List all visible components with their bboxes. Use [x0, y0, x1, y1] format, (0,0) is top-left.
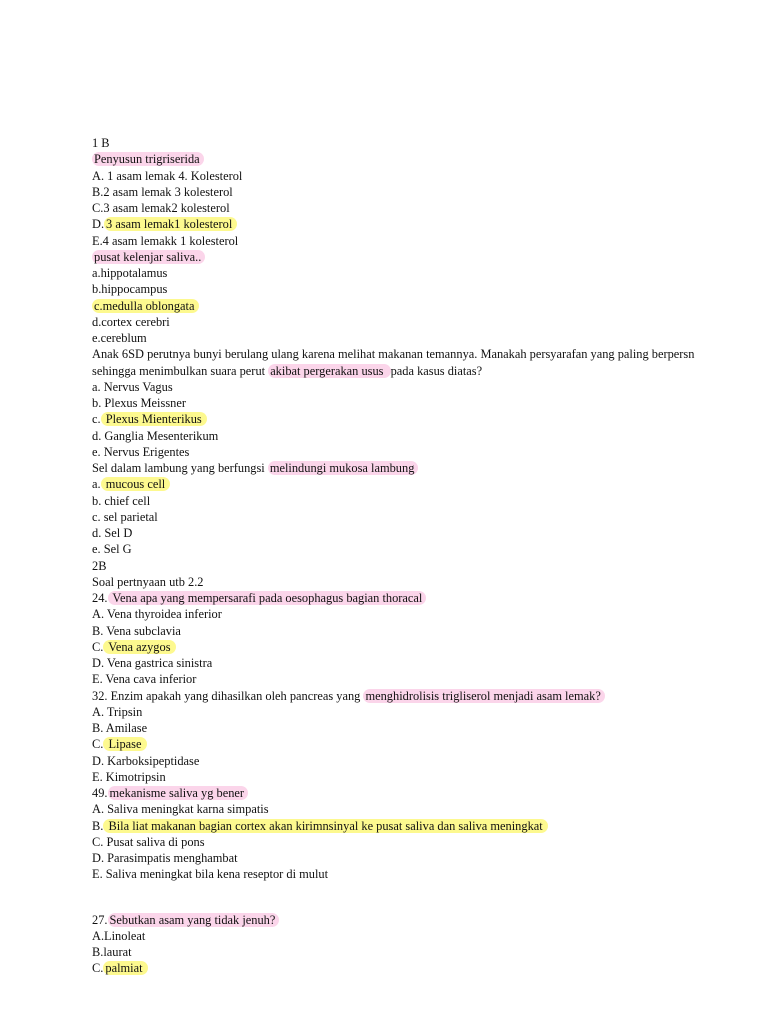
line-text: C. Pusat saliva di pons [92, 834, 205, 849]
text-line [92, 785, 732, 801]
text-line [92, 736, 732, 752]
highlighted-answer: mucous cell [101, 477, 171, 491]
blank-gap [92, 883, 732, 912]
highlighted-answer: c.medulla oblongata [92, 299, 199, 313]
line-prefix: Anak 6SD perutnya bunyi berulang ulang karena melihat makanan temannya. Manakah persyarafan yang paling berpersn sehingga menimbulkan suara perut [92, 347, 695, 378]
text-line [92, 574, 732, 590]
text-line [92, 944, 732, 960]
line-prefix: C. [92, 737, 104, 752]
highlighted-answer: palmiat [103, 961, 147, 975]
line-text: b. chief cell [92, 493, 151, 508]
text-line [92, 476, 732, 492]
text-line [92, 411, 732, 427]
line-prefix: c. [92, 412, 101, 427]
line-prefix: B. [92, 818, 104, 833]
text-line [92, 509, 732, 525]
text-line [92, 314, 732, 330]
line-text: e. Sel G [92, 542, 132, 557]
line-text: E. Saliva meningkat bila kena reseptor di mulut [92, 867, 329, 882]
text-line [92, 135, 732, 151]
line-suffix: pada kasus diatas? [390, 363, 483, 378]
line-prefix: D. [92, 217, 105, 232]
highlighted-question: melindungi mukosa lambung [268, 461, 419, 475]
line-text: d. Ganglia Mesenterikum [92, 428, 219, 443]
line-prefix: a. [92, 477, 101, 492]
line-text: A. Saliva meningkat karna simpatis [92, 802, 269, 817]
text-line [92, 655, 732, 671]
text-line [92, 866, 732, 882]
text-line [92, 818, 732, 834]
text-line [92, 606, 732, 622]
text-line [92, 639, 732, 655]
highlighted-question: akibat pergerakan usus [268, 364, 390, 378]
text-line [92, 151, 732, 167]
line-text: D. Parasimpatis menghambat [92, 851, 238, 865]
line-prefix: Sel dalam lambung yang berfungsi [92, 461, 268, 475]
highlighted-question: Penyusun trigriserida [92, 152, 204, 166]
line-text: e.cereblum [92, 331, 147, 345]
line-text: 1 B [92, 136, 110, 150]
line-text: A. 1 asam lemak 4. Kolesterol [92, 168, 243, 183]
line-text: D. Karboksipeptidase [92, 753, 200, 768]
line-text: E. Vena cava inferior [92, 672, 197, 687]
text-line [92, 558, 732, 574]
text-line [92, 233, 732, 249]
text-line [92, 720, 732, 736]
text-line [92, 688, 732, 704]
line-prefix: C. [92, 639, 104, 654]
highlighted-question: Sebutkan asam yang tidak jenuh? [108, 913, 280, 927]
line-prefix: 32. Enzim apakah yang dihasilkan oleh pancreas yang [92, 688, 364, 703]
text-line [92, 623, 732, 639]
line-text: B.laurat [92, 945, 132, 959]
line-text: A.Linoleat [92, 928, 146, 943]
line-text: C.3 asam lemak2 kolesterol [92, 201, 230, 215]
text-line [92, 460, 732, 476]
highlighted-answer: 3 asam lemak1 kolesterol [104, 217, 237, 231]
line-text: B. Vena subclavia [92, 623, 181, 638]
line-text: E. Kimotripsin [92, 769, 166, 784]
line-prefix: 27. [92, 912, 108, 927]
text-line [92, 753, 732, 769]
highlighted-answer: Lipase [103, 737, 146, 751]
line-text: D. Vena gastrica sinistra [92, 656, 213, 670]
highlighted-question: menghidrolisis trigliserol menjadi asam lemak? [363, 689, 604, 703]
text-line [92, 200, 732, 216]
line-text: b.hippocampus [92, 282, 168, 297]
text-line [92, 704, 732, 720]
highlighted-answer: Vena azygos [103, 640, 175, 654]
text-line [92, 850, 732, 866]
line-prefix: 49. [92, 786, 108, 800]
line-text: e. Nervus Erigentes [92, 444, 190, 459]
line-text: c. sel parietal [92, 509, 158, 524]
line-text: a. Nervus Vagus [92, 379, 173, 394]
line-prefix: C. [92, 961, 104, 976]
text-line [92, 444, 732, 460]
highlighted-question: pusat kelenjar saliva.. [92, 250, 205, 264]
text-line [92, 395, 732, 411]
line-text: 2B [92, 558, 107, 573]
text-line [92, 379, 732, 395]
highlighted-question: Vena apa yang mempersarafi pada oesophagus bagian thoracal [108, 591, 427, 605]
text-line [92, 493, 732, 509]
line-text: E.4 asam lemakk 1 kolesterol [92, 233, 239, 248]
text-line [92, 330, 732, 346]
line-text: B. Amilase [92, 721, 148, 735]
text-line [92, 184, 732, 200]
text-line [92, 249, 732, 265]
line-text: b. Plexus Meissner [92, 396, 186, 410]
text-line [92, 912, 732, 928]
highlighted-answer: Plexus Mienterikus [101, 412, 207, 426]
highlighted-question: mekanisme saliva yg bener [108, 786, 249, 800]
text-line [92, 834, 732, 850]
text-line [92, 769, 732, 785]
text-line [92, 281, 732, 297]
text-line [92, 928, 732, 944]
text-line [92, 216, 732, 232]
line-text: A. Vena thyroidea inferior [92, 607, 222, 622]
text-line [92, 671, 732, 687]
text-line [92, 541, 732, 557]
line-text: d. Sel D [92, 526, 133, 540]
text-line [92, 346, 732, 379]
line-text: a.hippotalamus [92, 266, 168, 280]
line-text: B.2 asam lemak 3 kolesterol [92, 184, 233, 199]
text-line [92, 298, 732, 314]
line-text: Soal pertnyaan utb 2.2 [92, 574, 204, 589]
text-line [92, 428, 732, 444]
text-line [92, 960, 732, 976]
line-text: A. Tripsin [92, 704, 143, 719]
text-line [92, 525, 732, 541]
line-prefix: 24. [92, 591, 108, 605]
document-page [92, 135, 732, 977]
text-line [92, 801, 732, 817]
text-line [92, 265, 732, 281]
line-text: d.cortex cerebri [92, 314, 170, 329]
text-line [92, 168, 732, 184]
highlighted-answer: Bila liat makanan bagian cortex akan kirimnsinyal ke pusat saliva dan saliva meningkat [103, 819, 547, 833]
text-line [92, 590, 732, 606]
